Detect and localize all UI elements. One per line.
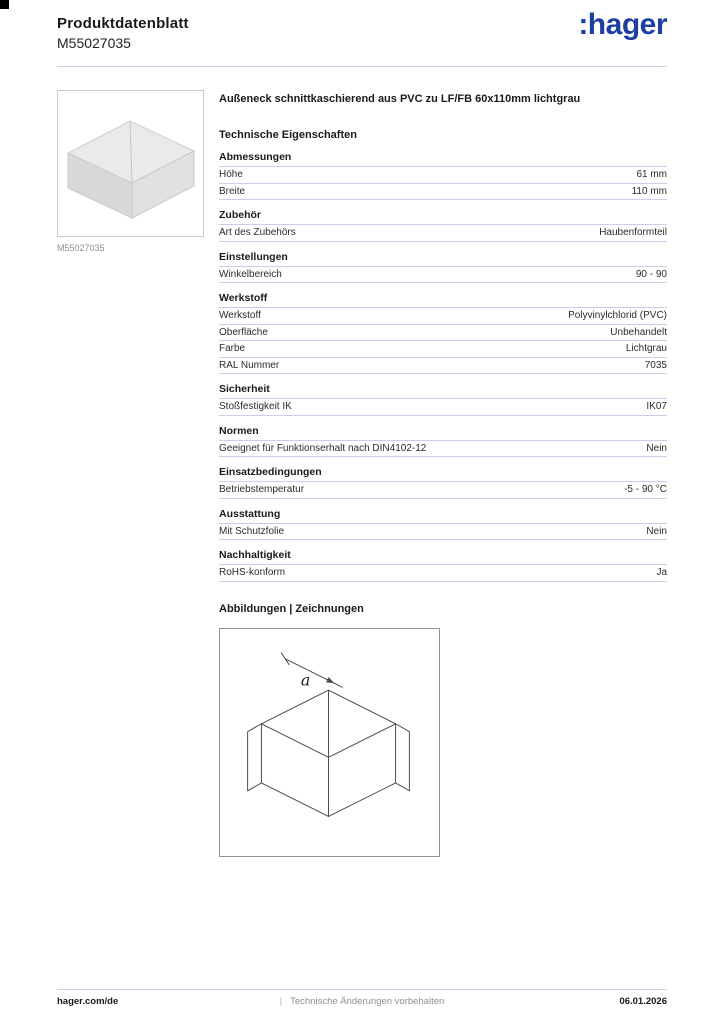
spec-value: Polyvinylchlorid (PVC): [568, 310, 667, 321]
spec-row: [219, 358, 667, 375]
dimension-label: a: [300, 669, 311, 689]
spec-section: [219, 425, 667, 458]
spec-label: Höhe: [219, 169, 243, 180]
footer-divider: [57, 989, 667, 990]
spec-section: [219, 466, 667, 499]
section-rows: [219, 225, 667, 242]
spec-label: Art des Zubehörs: [219, 227, 296, 238]
spec-section: [219, 209, 667, 242]
spec-label: Geeignet für Funktionserhalt nach DIN4102-12: [219, 442, 427, 454]
spec-section-title: Zubehör: [219, 209, 667, 225]
spec-label: Stoßfestigkeit IK: [219, 401, 292, 412]
spec-row: [219, 341, 667, 358]
spec-section-title: Sicherheit: [219, 383, 667, 399]
section-rows: [219, 167, 667, 200]
technical-drawing: [219, 628, 440, 857]
spec-section: [219, 151, 667, 200]
section-rows: [219, 308, 667, 374]
spec-section: [219, 383, 667, 416]
dimension-arrowhead-icon: [326, 677, 334, 683]
spec-label: Mit Schutzfolie: [219, 525, 285, 537]
content-column: [219, 90, 667, 857]
spec-row: [219, 399, 667, 416]
spec-value: 61 mm: [636, 169, 667, 180]
spec-section-title: Nachhaltigkeit: [219, 549, 667, 565]
spec-row: [219, 267, 667, 284]
section-rows: [219, 565, 667, 582]
spec-row: [219, 565, 667, 582]
section-rows: [219, 482, 667, 499]
spec-section: [219, 508, 667, 541]
spec-value: 90 - 90: [635, 268, 667, 280]
section-rows: [219, 524, 667, 541]
spec-value: -5 - 90 °C: [624, 484, 667, 495]
spec-section-title: Ausstattung: [219, 508, 667, 524]
spec-value: 110 mm: [631, 185, 667, 197]
crop-mark: [0, 0, 9, 9]
spec-row: [219, 184, 667, 201]
spec-section: [219, 251, 667, 284]
product-image-caption: M55027035: [57, 243, 105, 253]
footer-website: hager.com/de: [57, 996, 119, 1007]
spec-value: Lichtgrau: [625, 343, 667, 354]
spec-label: RAL Nummer: [219, 359, 280, 371]
section-rows: [219, 267, 667, 284]
spec-label: Werkstoff: [219, 310, 261, 321]
spec-value: Haubenformteil: [599, 227, 667, 238]
spec-row: [219, 482, 667, 499]
spec-value: 7035: [644, 359, 667, 371]
spec-value: Nein: [646, 442, 667, 454]
spec-value: IK07: [646, 401, 667, 412]
product-title: Außeneck schnittkaschierend aus PVC zu LF/FB 60x110mm lichtgrau: [219, 93, 581, 105]
spec-section: [219, 292, 667, 374]
spec-value: Nein: [646, 525, 667, 537]
section-rows: [219, 399, 667, 416]
spec-sections: [219, 151, 667, 582]
spec-section-title: Einsatzbedingungen: [219, 466, 667, 482]
spec-label: Farbe: [219, 343, 246, 354]
header-divider: [57, 66, 667, 67]
spec-row: [219, 308, 667, 325]
product-number: M55027035: [57, 35, 131, 51]
footer-separator: |: [279, 996, 283, 1007]
corner-line-drawing: [220, 629, 439, 856]
spec-row: [219, 325, 667, 342]
spec-row: [219, 441, 667, 458]
spec-value: Unbehandelt: [610, 326, 667, 338]
spec-section: [219, 549, 667, 582]
section-rows: [219, 441, 667, 458]
footer-note: [226, 996, 497, 1007]
spec-row: [219, 167, 667, 184]
spec-section-title: Normen: [219, 425, 667, 441]
footer-note-text: Technische Änderungen vorbehalten: [290, 996, 445, 1007]
spec-section-title: Einstellungen: [219, 251, 667, 267]
product-image: [57, 90, 204, 237]
spec-label: Betriebstemperatur: [219, 484, 305, 495]
page-title: Produktdatenblatt: [57, 15, 189, 32]
spec-label: RoHS-konform: [219, 567, 286, 578]
drawings-heading: Abbildungen | Zeichnungen: [219, 602, 364, 615]
hager-logo: :hager: [578, 8, 667, 41]
spec-label: Breite: [219, 185, 246, 197]
spec-row: [219, 225, 667, 242]
spec-label: Oberfläche: [219, 326, 268, 338]
spec-section-title: Abmessungen: [219, 151, 667, 167]
tech-properties-heading: Technische Eigenschaften: [219, 129, 357, 141]
product-photo-corner-piece: [58, 91, 203, 236]
spec-row: [219, 524, 667, 541]
footer: [57, 996, 667, 1007]
footer-date: 06.01.2026: [619, 996, 667, 1007]
spec-section-title: Werkstoff: [219, 292, 667, 308]
spec-label: Winkelbereich: [219, 268, 282, 280]
spec-value: Ja: [656, 567, 667, 578]
